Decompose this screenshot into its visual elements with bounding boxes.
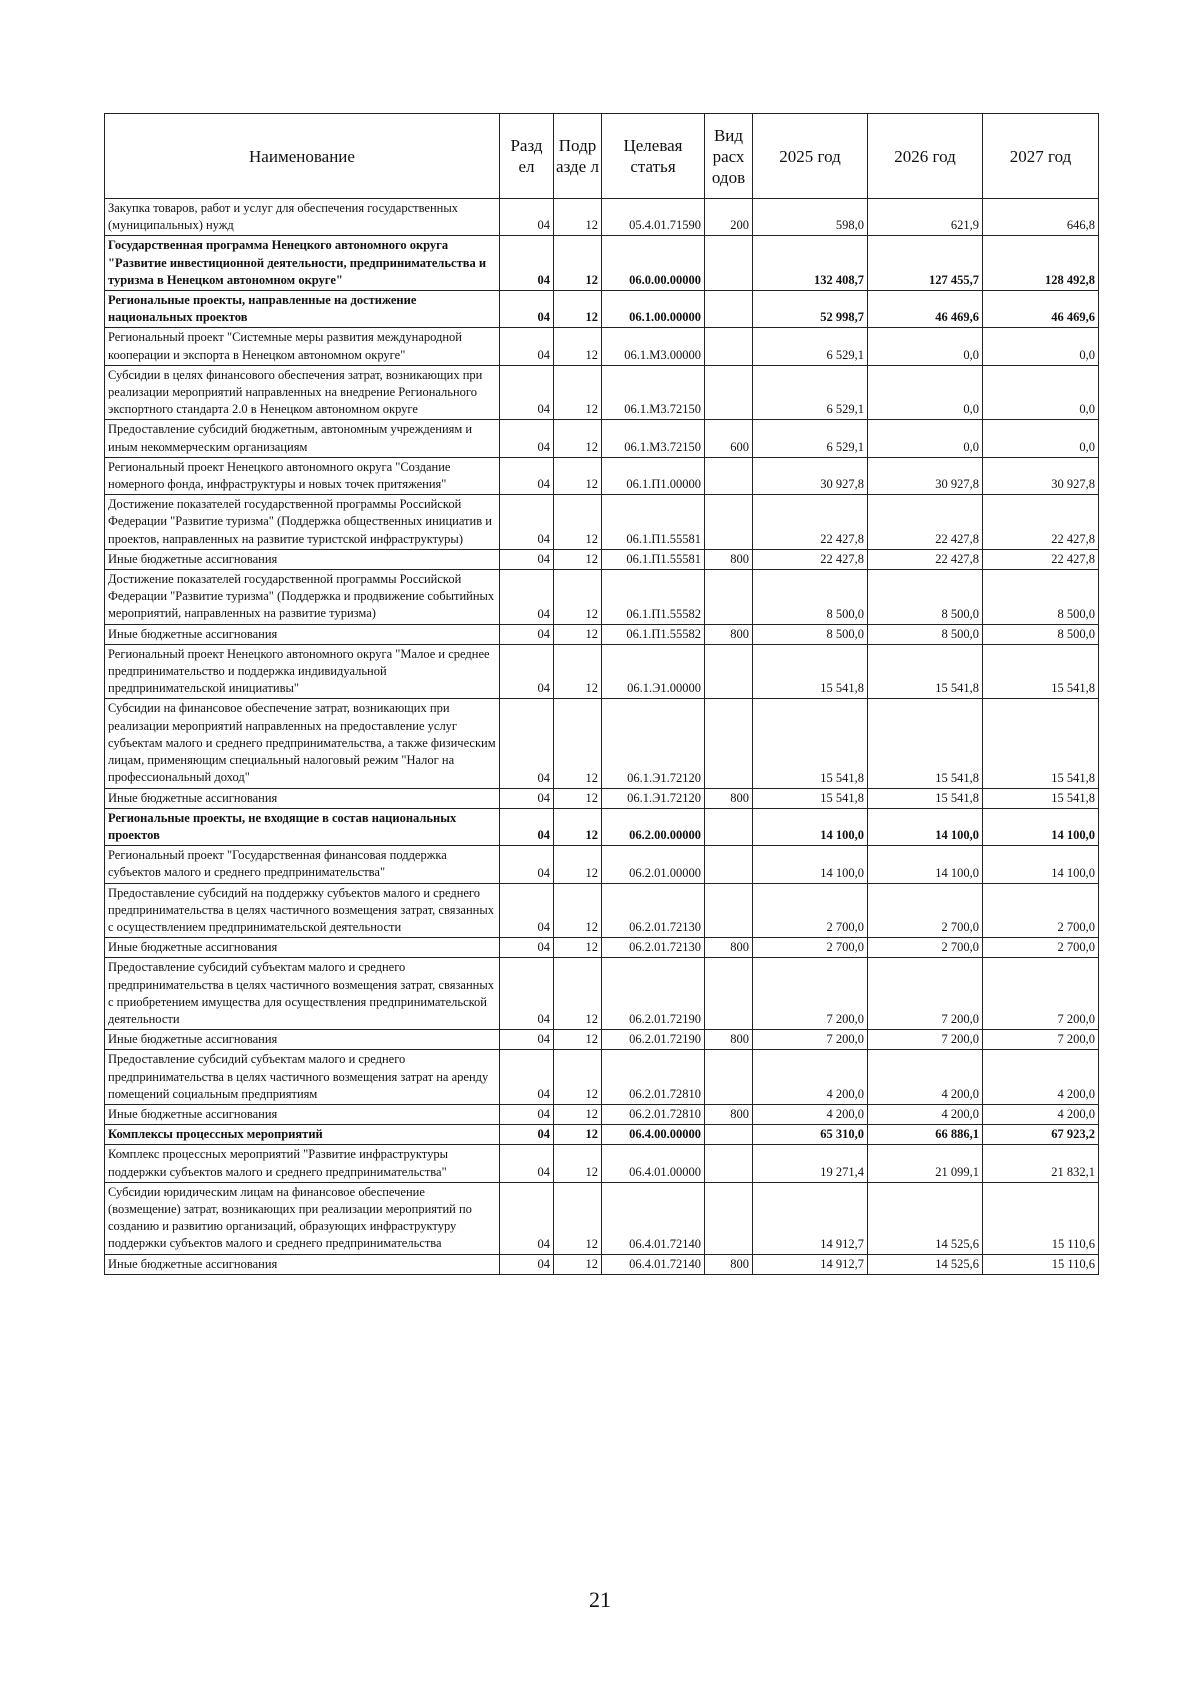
cell-2026: 7 200,0 xyxy=(868,958,983,1030)
cell-target-article: 06.0.00.00000 xyxy=(602,236,705,291)
cell-name: Достижение показателей государственной программы Российской Федерации "Развитие туризма" (Поддержка общественных инициатив и проектов, направленных на развитие туристской инфраструктуры) xyxy=(105,495,500,550)
cell-2027: 7 200,0 xyxy=(983,958,1099,1030)
cell-target-article: 06.1.П1.55581 xyxy=(602,549,705,569)
cell-podrazdel: 12 xyxy=(554,365,602,420)
cell-2026: 15 541,8 xyxy=(868,788,983,808)
cell-2027: 21 832,1 xyxy=(983,1145,1099,1182)
cell-target-article: 06.4.00.00000 xyxy=(602,1125,705,1145)
table-row xyxy=(105,365,1099,420)
cell-target-article: 06.2.01.72810 xyxy=(602,1104,705,1124)
cell-name: Иные бюджетные ассигнования xyxy=(105,624,500,644)
header-year-2027: 2027 год xyxy=(983,114,1099,199)
cell-2027: 15 110,6 xyxy=(983,1182,1099,1254)
cell-expense-type xyxy=(705,570,753,625)
cell-target-article: 06.2.01.72190 xyxy=(602,958,705,1030)
cell-razdel: 04 xyxy=(500,199,554,236)
cell-expense-type: 800 xyxy=(705,938,753,958)
cell-2025: 65 310,0 xyxy=(753,1125,868,1145)
cell-2027: 15 541,8 xyxy=(983,699,1099,788)
table-row xyxy=(105,1125,1099,1145)
cell-expense-type: 800 xyxy=(705,1104,753,1124)
cell-2027: 22 427,8 xyxy=(983,495,1099,550)
cell-2026: 4 200,0 xyxy=(868,1050,983,1105)
cell-podrazdel: 12 xyxy=(554,328,602,365)
table-row xyxy=(105,457,1099,494)
cell-2027: 0,0 xyxy=(983,365,1099,420)
table-row xyxy=(105,1030,1099,1050)
table-row xyxy=(105,938,1099,958)
table-row xyxy=(105,1050,1099,1105)
cell-2027: 2 700,0 xyxy=(983,883,1099,938)
cell-name: Предоставление субсидий субъектам малого и среднего предпринимательства в целях частичного возмещения затрат на аренду помещений социальным предприятиям xyxy=(105,1050,500,1105)
cell-target-article: 06.4.01.00000 xyxy=(602,1145,705,1182)
budget-table xyxy=(104,113,1099,1275)
cell-podrazdel: 12 xyxy=(554,699,602,788)
cell-razdel: 04 xyxy=(500,1182,554,1254)
table-row xyxy=(105,1104,1099,1124)
cell-name: Региональный проект "Системные меры развития международной кооперации и экспорта в Ненецком автономном округе" xyxy=(105,328,500,365)
header-year-2025: 2025 год xyxy=(753,114,868,199)
header-podrazdel: Подр азде л xyxy=(554,114,602,199)
cell-name: Предоставление субсидий субъектам малого и среднего предпринимательства в целях частичного возмещения затрат, связанных с приобретением имущества для осуществления предпринимательской деятельности xyxy=(105,958,500,1030)
cell-expense-type xyxy=(705,699,753,788)
cell-2026: 4 200,0 xyxy=(868,1104,983,1124)
cell-name: Иные бюджетные ассигнования xyxy=(105,788,500,808)
cell-2027: 30 927,8 xyxy=(983,457,1099,494)
cell-expense-type xyxy=(705,328,753,365)
cell-name: Достижение показателей государственной программы Российской Федерации "Развитие туризма" (Поддержка и продвижение событийных мероприятий, направленных на развитие туризма) xyxy=(105,570,500,625)
cell-2025: 15 541,8 xyxy=(753,788,868,808)
cell-2025: 6 529,1 xyxy=(753,365,868,420)
cell-2026: 2 700,0 xyxy=(868,938,983,958)
cell-podrazdel: 12 xyxy=(554,570,602,625)
cell-target-article: 06.2.01.72190 xyxy=(602,1030,705,1050)
cell-razdel: 04 xyxy=(500,958,554,1030)
cell-2025: 8 500,0 xyxy=(753,570,868,625)
cell-target-article: 06.1.П1.00000 xyxy=(602,457,705,494)
cell-target-article: 06.2.01.00000 xyxy=(602,846,705,883)
cell-razdel: 04 xyxy=(500,457,554,494)
cell-podrazdel: 12 xyxy=(554,1125,602,1145)
cell-target-article: 06.4.01.72140 xyxy=(602,1182,705,1254)
table-row xyxy=(105,495,1099,550)
cell-name: Региональные проекты, направленные на достижение национальных проектов xyxy=(105,291,500,328)
cell-2025: 598,0 xyxy=(753,199,868,236)
cell-target-article: 06.1.М3.72150 xyxy=(602,365,705,420)
cell-target-article: 06.1.П1.55582 xyxy=(602,624,705,644)
cell-2026: 14 525,6 xyxy=(868,1254,983,1274)
cell-expense-type: 800 xyxy=(705,788,753,808)
cell-podrazdel: 12 xyxy=(554,420,602,457)
cell-razdel: 04 xyxy=(500,1145,554,1182)
cell-2027: 646,8 xyxy=(983,199,1099,236)
table-row xyxy=(105,1254,1099,1274)
cell-razdel: 04 xyxy=(500,846,554,883)
table-row xyxy=(105,808,1099,845)
cell-razdel: 04 xyxy=(500,420,554,457)
cell-podrazdel: 12 xyxy=(554,199,602,236)
cell-podrazdel: 12 xyxy=(554,236,602,291)
table-row xyxy=(105,958,1099,1030)
cell-2026: 22 427,8 xyxy=(868,549,983,569)
cell-2025: 14 912,7 xyxy=(753,1182,868,1254)
cell-razdel: 04 xyxy=(500,328,554,365)
table-row xyxy=(105,1145,1099,1182)
cell-podrazdel: 12 xyxy=(554,808,602,845)
cell-2027: 4 200,0 xyxy=(983,1050,1099,1105)
cell-2026: 14 100,0 xyxy=(868,808,983,845)
cell-expense-type xyxy=(705,495,753,550)
cell-name: Иные бюджетные ассигнования xyxy=(105,1104,500,1124)
cell-2027: 14 100,0 xyxy=(983,808,1099,845)
cell-name: Закупка товаров, работ и услуг для обеспечения государственных (муниципальных) нужд xyxy=(105,199,500,236)
cell-expense-type xyxy=(705,1145,753,1182)
cell-target-article: 06.1.П1.55581 xyxy=(602,495,705,550)
cell-target-article: 05.4.01.71590 xyxy=(602,199,705,236)
cell-2027: 0,0 xyxy=(983,420,1099,457)
cell-name: Иные бюджетные ассигнования xyxy=(105,1254,500,1274)
cell-2026: 8 500,0 xyxy=(868,624,983,644)
cell-podrazdel: 12 xyxy=(554,938,602,958)
cell-razdel: 04 xyxy=(500,938,554,958)
cell-target-article: 06.1.П1.55582 xyxy=(602,570,705,625)
cell-2026: 0,0 xyxy=(868,365,983,420)
cell-target-article: 06.1.Э1.72120 xyxy=(602,788,705,808)
cell-name: Субсидии на финансовое обеспечение затрат, возникающих при реализации мероприятий направленных на предоставление услуг субъектам малого и среднего предпринимательства, а также физическим лицам, применяющим специальный налоговый режим "Налог на профессиональный доход" xyxy=(105,699,500,788)
cell-2025: 7 200,0 xyxy=(753,958,868,1030)
header-razdel: Разд ел xyxy=(500,114,554,199)
cell-2027: 22 427,8 xyxy=(983,549,1099,569)
cell-expense-type: 200 xyxy=(705,199,753,236)
cell-2026: 0,0 xyxy=(868,420,983,457)
cell-razdel: 04 xyxy=(500,699,554,788)
cell-podrazdel: 12 xyxy=(554,495,602,550)
cell-2025: 132 408,7 xyxy=(753,236,868,291)
cell-target-article: 06.1.00.00000 xyxy=(602,291,705,328)
cell-2026: 30 927,8 xyxy=(868,457,983,494)
table-row xyxy=(105,420,1099,457)
table-row xyxy=(105,788,1099,808)
table-row xyxy=(105,846,1099,883)
cell-2026: 15 541,8 xyxy=(868,699,983,788)
page-number: 21 xyxy=(589,1587,611,1612)
cell-razdel: 04 xyxy=(500,1125,554,1145)
cell-2027: 128 492,8 xyxy=(983,236,1099,291)
cell-expense-type: 800 xyxy=(705,549,753,569)
cell-target-article: 06.2.01.72810 xyxy=(602,1050,705,1105)
cell-2025: 30 927,8 xyxy=(753,457,868,494)
cell-podrazdel: 12 xyxy=(554,883,602,938)
cell-expense-type xyxy=(705,1125,753,1145)
cell-podrazdel: 12 xyxy=(554,1050,602,1105)
cell-2025: 6 529,1 xyxy=(753,328,868,365)
table-row xyxy=(105,644,1099,699)
cell-2025: 8 500,0 xyxy=(753,624,868,644)
cell-expense-type: 800 xyxy=(705,1030,753,1050)
cell-2027: 2 700,0 xyxy=(983,938,1099,958)
header-name: Наименование xyxy=(105,114,500,199)
cell-podrazdel: 12 xyxy=(554,1104,602,1124)
table-row xyxy=(105,328,1099,365)
cell-podrazdel: 12 xyxy=(554,1182,602,1254)
cell-2027: 15 541,8 xyxy=(983,788,1099,808)
cell-2027: 0,0 xyxy=(983,328,1099,365)
cell-2025: 19 271,4 xyxy=(753,1145,868,1182)
cell-target-article: 06.2.01.72130 xyxy=(602,938,705,958)
cell-target-article: 06.4.01.72140 xyxy=(602,1254,705,1274)
cell-2026: 15 541,8 xyxy=(868,644,983,699)
cell-name: Региональный проект "Государственная финансовая поддержка субъектов малого и среднего предпринимательства" xyxy=(105,846,500,883)
cell-2026: 66 886,1 xyxy=(868,1125,983,1145)
cell-name: Иные бюджетные ассигнования xyxy=(105,938,500,958)
table-row xyxy=(105,699,1099,788)
cell-2026: 8 500,0 xyxy=(868,570,983,625)
cell-target-article: 06.2.00.00000 xyxy=(602,808,705,845)
cell-2025: 2 700,0 xyxy=(753,938,868,958)
cell-target-article: 06.1.М3.00000 xyxy=(602,328,705,365)
cell-expense-type xyxy=(705,236,753,291)
cell-podrazdel: 12 xyxy=(554,846,602,883)
cell-name: Иные бюджетные ассигнования xyxy=(105,1030,500,1050)
cell-expense-type xyxy=(705,291,753,328)
cell-expense-type xyxy=(705,457,753,494)
cell-podrazdel: 12 xyxy=(554,644,602,699)
cell-2026: 14 525,6 xyxy=(868,1182,983,1254)
cell-2025: 14 912,7 xyxy=(753,1254,868,1274)
cell-2026: 621,9 xyxy=(868,199,983,236)
cell-podrazdel: 12 xyxy=(554,1145,602,1182)
cell-2025: 52 998,7 xyxy=(753,291,868,328)
cell-razdel: 04 xyxy=(500,808,554,845)
cell-2027: 4 200,0 xyxy=(983,1104,1099,1124)
cell-expense-type xyxy=(705,1050,753,1105)
cell-name: Региональный проект Ненецкого автономного округа "Создание номерного фонда, инфраструктуры и новых точек притяжения" xyxy=(105,457,500,494)
cell-2025: 4 200,0 xyxy=(753,1104,868,1124)
cell-2027: 46 469,6 xyxy=(983,291,1099,328)
table-row xyxy=(105,199,1099,236)
cell-expense-type xyxy=(705,1182,753,1254)
header-expense-type: Вид расх одов xyxy=(705,114,753,199)
cell-name: Региональные проекты, не входящие в состав национальных проектов xyxy=(105,808,500,845)
cell-target-article: 06.1.Э1.72120 xyxy=(602,699,705,788)
cell-2025: 2 700,0 xyxy=(753,883,868,938)
table-row xyxy=(105,549,1099,569)
cell-razdel: 04 xyxy=(500,1030,554,1050)
cell-2025: 14 100,0 xyxy=(753,808,868,845)
cell-razdel: 04 xyxy=(500,1104,554,1124)
cell-podrazdel: 12 xyxy=(554,1030,602,1050)
cell-name: Иные бюджетные ассигнования xyxy=(105,549,500,569)
header-year-2026: 2026 год xyxy=(868,114,983,199)
cell-2027: 14 100,0 xyxy=(983,846,1099,883)
table-row xyxy=(105,570,1099,625)
cell-2026: 0,0 xyxy=(868,328,983,365)
cell-expense-type xyxy=(705,883,753,938)
cell-2025: 14 100,0 xyxy=(753,846,868,883)
cell-razdel: 04 xyxy=(500,570,554,625)
table-row xyxy=(105,291,1099,328)
table-row xyxy=(105,236,1099,291)
table-row xyxy=(105,624,1099,644)
cell-2025: 6 529,1 xyxy=(753,420,868,457)
cell-name: Комплексы процессных мероприятий xyxy=(105,1125,500,1145)
cell-2025: 7 200,0 xyxy=(753,1030,868,1050)
table-row xyxy=(105,1182,1099,1254)
cell-razdel: 04 xyxy=(500,365,554,420)
cell-2026: 7 200,0 xyxy=(868,1030,983,1050)
cell-target-article: 06.1.Э1.00000 xyxy=(602,644,705,699)
header-target-article: Целевая статья xyxy=(602,114,705,199)
cell-podrazdel: 12 xyxy=(554,1254,602,1274)
cell-razdel: 04 xyxy=(500,1050,554,1105)
cell-razdel: 04 xyxy=(500,883,554,938)
cell-name: Субсидии юридическим лицам на финансовое обеспечение (возмещение) затрат, возникающих при реализации мероприятий по созданию и развитию организаций, образующих инфраструктуру поддержки субъектов малого и среднего предпринимательства xyxy=(105,1182,500,1254)
cell-razdel: 04 xyxy=(500,644,554,699)
cell-podrazdel: 12 xyxy=(554,958,602,1030)
cell-2026: 22 427,8 xyxy=(868,495,983,550)
cell-name: Субсидии в целях финансового обеспечения затрат, возникающих при реализации мероприятий направленных на внедрение Регионального экспортного стандарта 2.0 в Ненецком автономном округе xyxy=(105,365,500,420)
cell-2025: 15 541,8 xyxy=(753,644,868,699)
cell-expense-type: 800 xyxy=(705,624,753,644)
cell-expense-type: 800 xyxy=(705,1254,753,1274)
cell-2025: 4 200,0 xyxy=(753,1050,868,1105)
cell-expense-type xyxy=(705,958,753,1030)
cell-target-article: 06.2.01.72130 xyxy=(602,883,705,938)
cell-2027: 67 923,2 xyxy=(983,1125,1099,1145)
cell-2027: 8 500,0 xyxy=(983,570,1099,625)
cell-2026: 14 100,0 xyxy=(868,846,983,883)
cell-podrazdel: 12 xyxy=(554,291,602,328)
cell-razdel: 04 xyxy=(500,495,554,550)
cell-2025: 22 427,8 xyxy=(753,495,868,550)
cell-razdel: 04 xyxy=(500,291,554,328)
cell-2025: 15 541,8 xyxy=(753,699,868,788)
cell-expense-type xyxy=(705,644,753,699)
cell-expense-type xyxy=(705,808,753,845)
cell-2026: 2 700,0 xyxy=(868,883,983,938)
cell-2027: 15 541,8 xyxy=(983,644,1099,699)
cell-podrazdel: 12 xyxy=(554,624,602,644)
cell-razdel: 04 xyxy=(500,624,554,644)
cell-name: Региональный проект Ненецкого автономного округа "Малое и среднее предпринимательство и поддержка индивидуальной предпринимательской инициативы" xyxy=(105,644,500,699)
cell-expense-type xyxy=(705,846,753,883)
cell-podrazdel: 12 xyxy=(554,788,602,808)
cell-razdel: 04 xyxy=(500,236,554,291)
cell-razdel: 04 xyxy=(500,788,554,808)
cell-target-article: 06.1.М3.72150 xyxy=(602,420,705,457)
cell-2027: 8 500,0 xyxy=(983,624,1099,644)
cell-2026: 46 469,6 xyxy=(868,291,983,328)
cell-podrazdel: 12 xyxy=(554,457,602,494)
cell-expense-type xyxy=(705,365,753,420)
table-row xyxy=(105,883,1099,938)
cell-name: Предоставление субсидий на поддержку субъектов малого и среднего предпринимательства в целях частичного возмещения затрат, связанных с осуществлением предпринимательской деятельности xyxy=(105,883,500,938)
cell-2027: 7 200,0 xyxy=(983,1030,1099,1050)
cell-name: Комплекс процессных мероприятий "Развитие инфраструктуры поддержки субъектов малого и среднего предпринимательства" xyxy=(105,1145,500,1182)
cell-name: Государственная программа Ненецкого автономного округа "Развитие инвестиционной деятельности, предпринимательства и туризма в Ненецком автономном округе" xyxy=(105,236,500,291)
table-header-row xyxy=(105,114,1099,199)
cell-name: Предоставление субсидий бюджетным, автономным учреждениям и иным некоммерческим организациям xyxy=(105,420,500,457)
cell-razdel: 04 xyxy=(500,1254,554,1274)
cell-2026: 21 099,1 xyxy=(868,1145,983,1182)
cell-2026: 127 455,7 xyxy=(868,236,983,291)
table-body xyxy=(105,199,1099,1275)
cell-expense-type: 600 xyxy=(705,420,753,457)
cell-razdel: 04 xyxy=(500,549,554,569)
cell-2025: 22 427,8 xyxy=(753,549,868,569)
cell-2027: 15 110,6 xyxy=(983,1254,1099,1274)
cell-podrazdel: 12 xyxy=(554,549,602,569)
